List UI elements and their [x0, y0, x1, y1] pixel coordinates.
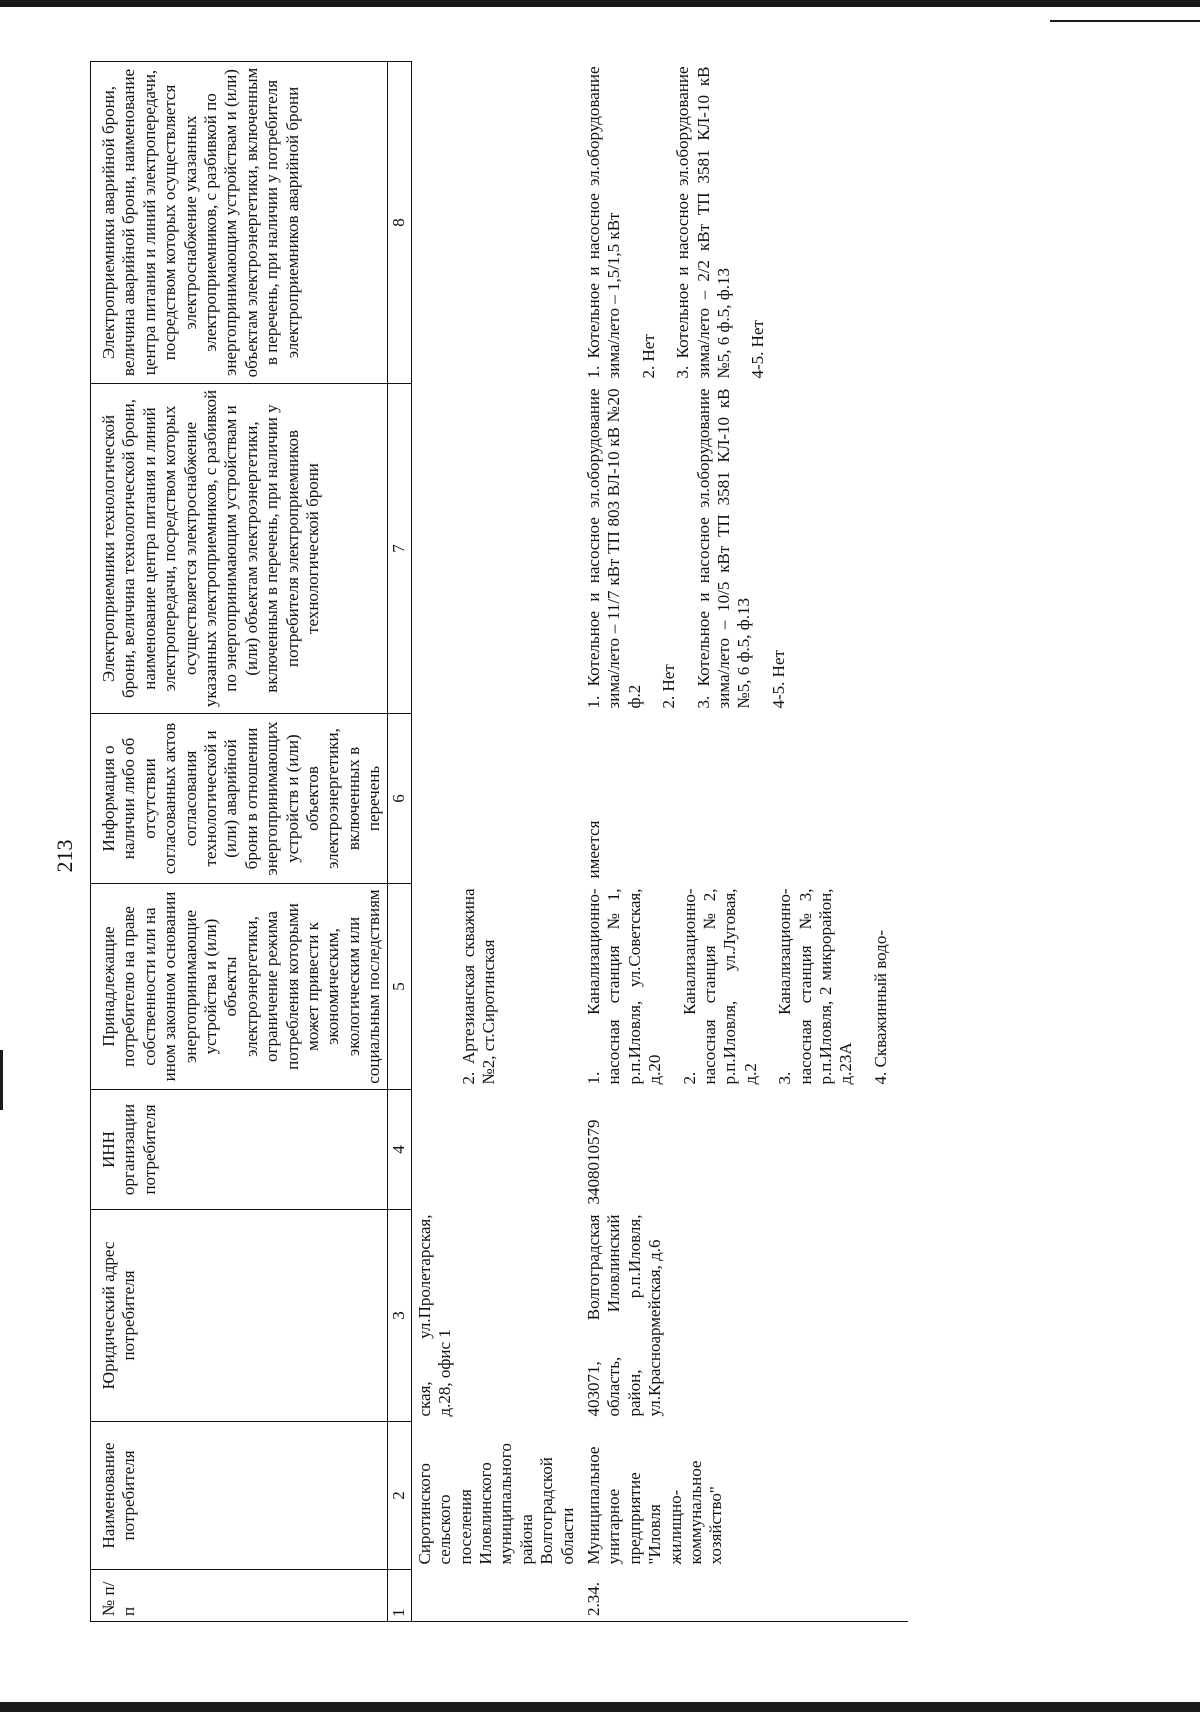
emergency-reserve-item: 2. Нет: [638, 334, 658, 379]
column-number: 7: [388, 384, 411, 714]
header-col-tech-reserve: Электроприемники технологической брони, величина технологической брони, наименование центра питания и линий электропередачи, посредством которых осуществляется электроснабжение указанных электроприемников, с разбивкой по энергопринимающим устройствам и (или) объектам электроэнергетики, включенным в перечень, при наличии у потребителя электроприемников технологической брони: [91, 384, 388, 714]
page-number: 213: [52, 839, 77, 873]
column-number: 8: [388, 62, 411, 384]
emergency-reserve-item: 4-5. Нет: [748, 320, 768, 379]
tech-reserve-item: 2. Нет: [659, 664, 679, 709]
tech-reserve-item: 3. Котельное и насосное эл.оборудование зима/лето – 10/5 кВт ТП 3581 КЛ-10 кВ №5, 6 ф.5, ф.13: [693, 388, 754, 709]
consumer-name: Муниципальное унитарное предприятие "Иловля жилищно-коммунальное хозяйство": [583, 1446, 726, 1565]
column-number: 1: [388, 1570, 411, 1622]
header-col-emergency-reserve: Электроприемники аварийной брони, величина аварийной брони, наименование центра питания и линий электропередачи, посредством которых осуществляется электроснабжение указанных электроприемников, с разбивкой по энергопринимающим устройствам и (или) объектам электроэнергетики, включенным в перечень, при наличии у потребителя электроприемников аварийной брони: [91, 62, 388, 384]
reserve-acts: имеется: [583, 820, 603, 879]
device-item: 4. Скважинный водо-: [870, 930, 890, 1085]
device-item: 2. Артезианская скважина №2, ст.Сиротинская: [458, 888, 499, 1085]
header-col-inn: ИНН организации потребителя: [91, 1090, 388, 1210]
tech-reserve: [581, 384, 908, 714]
header-col-acts: Информация о наличии либо об отсутствии согласованных актов согласования технологической и (или) аварийной брони в отношении энергопринимающих устройств и (или) объектов электроэнергетики, включенных в перечень: [91, 714, 388, 884]
header-col-address: Юридический адрес потребителя: [91, 1210, 388, 1422]
table-row: [411, 62, 581, 1622]
header-col-devices: Принадлежащие потребителю на праве собственности или на ином законном основании энергопринимающие устройства и (или) объекты электроэнергетики, ограничение режима потребления которыми может привести к экономическим, экологическим или социальным последствиям: [91, 884, 388, 1090]
consumer-devices: [581, 884, 908, 1090]
consumer-address: ская, ул.Пролетарская, д.28, офис 1: [414, 1214, 455, 1417]
consumer-table: [90, 61, 908, 1622]
column-number: 4: [388, 1090, 411, 1210]
emergency-reserve-item: 3. Котельное и насосное эл.оборудование зима/лето – 2/2 кВт ТП 3581 КЛ-10 кВ №5, 6 ф.5, ф.13: [673, 66, 733, 379]
header-row: [91, 62, 388, 1622]
column-number: 3: [388, 1210, 411, 1422]
emergency-reserve: [411, 62, 581, 384]
column-number: 5: [388, 884, 411, 1090]
row-number: 2.34.: [581, 1570, 908, 1622]
tech-reserve-item: 4-5. Нет: [768, 650, 788, 709]
table-row: [581, 62, 908, 1622]
consumer-address: 403071, Волгоградская область, Иловлинский район, р.п.Иловля, ул.Красноармейская, д.6: [583, 1214, 665, 1417]
column-number: 6: [388, 714, 411, 884]
row-number: [411, 1570, 581, 1622]
header-col-number: № п/п: [91, 1570, 388, 1622]
consumer-name: Сиротинского сельского поселения Иловлинского муниципального района Волгоградской области: [414, 1443, 577, 1565]
tech-reserve: [411, 384, 581, 714]
header-col-name: Наименование потребителя: [91, 1422, 388, 1570]
device-item: 2. Канализационно-насосная станция №2, р.п.Иловля, ул.Луговая, д.2: [679, 888, 760, 1085]
emergency-reserve-item: 1. Котельное и насосное эл.оборудование зима/лето – 1,5/1,5 кВт: [583, 66, 624, 379]
column-number: 2: [388, 1422, 411, 1570]
device-item: 3. Канализационно-насосная станция №3, р.п.Иловля, 2 микрорайон, д.23А: [775, 888, 856, 1085]
column-number-row: [388, 62, 411, 1622]
reserve-acts: [411, 714, 581, 884]
tech-reserve-item: 1. Котельное и насосное эл.оборудование зима/лето – 11/7 кВт ТП 803 ВЛ-10 кВ №20 ф.2: [583, 388, 644, 709]
consumer-inn: 3408010579: [583, 1119, 603, 1205]
emergency-reserve: [581, 62, 908, 384]
consumer-inn: [411, 1090, 581, 1210]
device-item: 1. Канализационно-насосная станция №1, р.п.Иловля, ул.Советская, д.20: [583, 888, 665, 1085]
consumer-devices: [411, 884, 581, 1090]
